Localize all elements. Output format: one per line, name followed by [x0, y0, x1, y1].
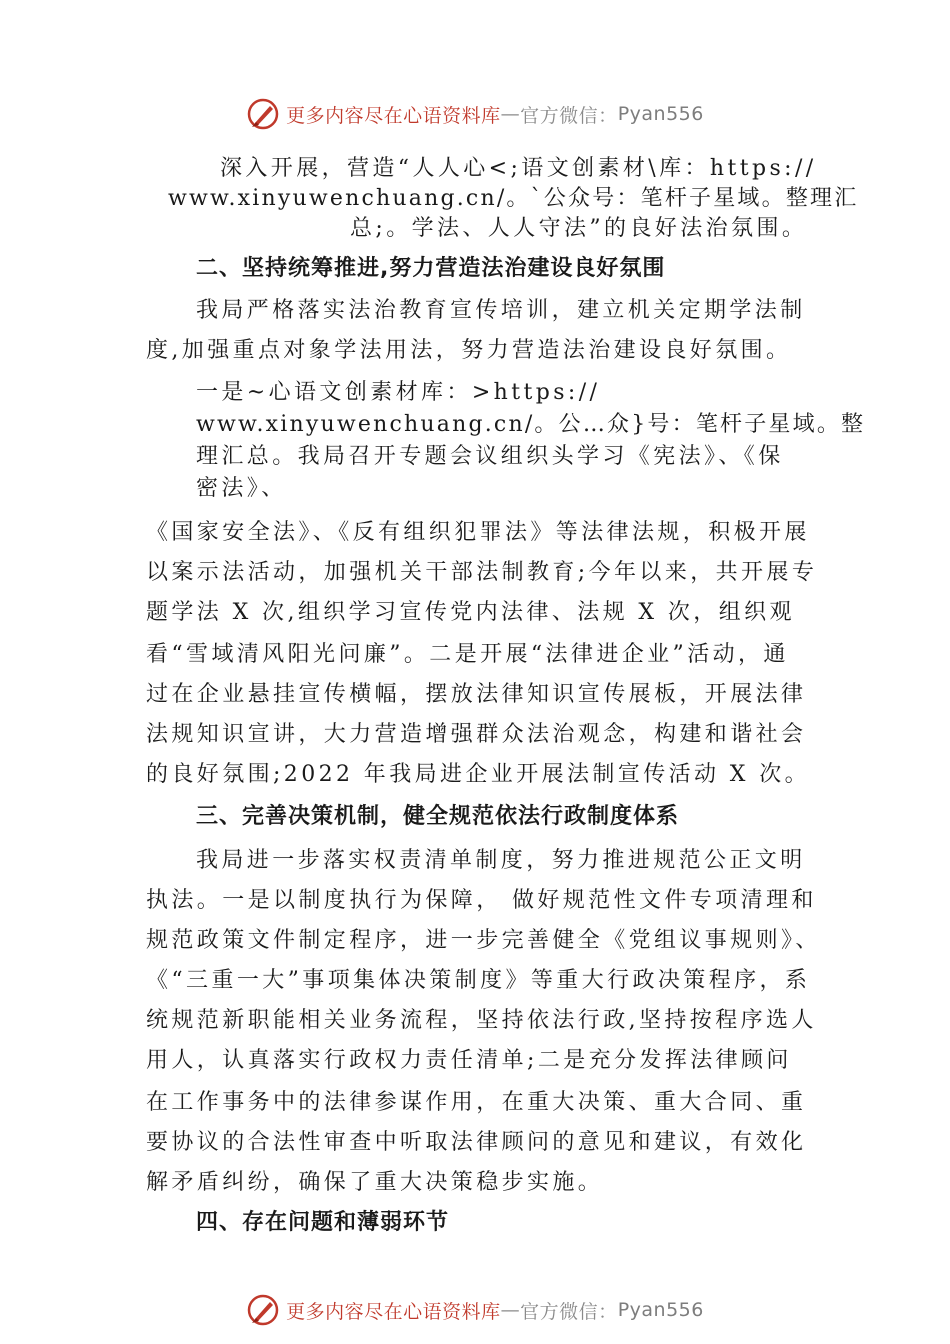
- paragraph-line: 度,加强重点对象学法用法，努力营造法治建设良好氛围。: [146, 338, 792, 363]
- section-heading: 二、坚持统筹推进,努力营造法治建设良好氛围: [196, 256, 666, 281]
- paragraph-line: 理汇总。我局召开专题会议组织头学习《宪法》、《保: [196, 444, 784, 469]
- paragraph-line: 以案示法活动，加强机关干部法制教育;今年以来，共开展专: [146, 560, 818, 585]
- paragraph-line: www.xinyuwenchuang.cn/。公…众}号：笔杆子星域。整: [196, 412, 866, 437]
- paragraph-line: 在工作事务中的法律参谋作用，在重大决策、重大合同、重: [146, 1090, 807, 1115]
- header-banner: [0, 94, 950, 134]
- paragraph-line: 《国家安全法》、《反有组织犯罪法》等法律法规，积极开展: [146, 520, 810, 545]
- paragraph-line: 解矛盾纠纷，确保了重大决策稳步实施。: [146, 1170, 604, 1195]
- paragraph-line: 一是~心语文创素材库：>https://: [196, 380, 601, 405]
- banner-library-text: 更多内容尽在心语资料库: [286, 104, 501, 127]
- paragraph-line: www.xinyuwenchuang.cn/。`公众号：笔杆子星域。整理汇: [168, 186, 859, 211]
- paragraph-line: 深入开展，营造“人人心<;语文创素材\库：https://: [220, 156, 817, 181]
- banner-library-text: 更多内容尽在心语资料库: [286, 1300, 501, 1323]
- paragraph-line: 密法》、: [196, 476, 287, 501]
- paragraph-line: 的良好氛围;2022 年我局进企业开展法制宣传活动 X 次。: [146, 762, 811, 787]
- banner-dash: —: [500, 103, 521, 125]
- banner-wechat-id: Pyan556: [617, 103, 704, 125]
- pen-logo-icon: [246, 1293, 280, 1327]
- paragraph-line: 我局严格落实法治教育宣传培训，建立机关定期学法制: [196, 298, 806, 323]
- pen-logo-icon: [246, 97, 280, 131]
- paragraph-line: 题学法 X 次,组织学习宣传党内法律、法规 X 次，组织观: [146, 600, 795, 625]
- paragraph-line: 看“雪域清风阳光问廉”。二是开展“法律进企业”活动，通: [146, 642, 789, 667]
- section-heading: 四、存在问题和薄弱环节: [196, 1210, 450, 1235]
- banner-wechat-label: 官方微信：: [520, 1300, 618, 1323]
- banner-wechat-label: 官方微信：: [520, 104, 618, 127]
- section-heading: 三、完善决策机制，健全规范依法行政制度体系: [196, 804, 680, 829]
- paragraph-line: 我局进一步落实权责清单制度，努力推进规范公正文明: [196, 848, 806, 873]
- paragraph-line: 要协议的合法性审查中听取法律顾问的意见和建议，有效化: [146, 1130, 807, 1155]
- paragraph-line: 《“三重一大”事项集体决策制度》等重大行政决策程序，系: [146, 968, 811, 993]
- paragraph-line: 用人，认真落实行政权力责任清单;二是充分发挥法律顾问: [146, 1048, 792, 1073]
- paragraph-line: 过在企业悬挂宣传横幅，摆放法律知识宣传展板，开展法律: [146, 682, 807, 707]
- paragraph-line: 统规范新职能相关业务流程，坚持依法行政,坚持按程序选人: [146, 1008, 817, 1033]
- banner-dash: —: [500, 1299, 521, 1321]
- paragraph-line: 执法。一是以制度执行为保障， 做好规范性文件专项清理和: [146, 888, 817, 913]
- paragraph-line: 总;。学法、人人守法”的良好法治氛围。: [350, 216, 808, 241]
- banner-wechat-id: Pyan556: [617, 1299, 704, 1321]
- footer-banner: [0, 1290, 950, 1330]
- paragraph-line: 法规知识宣讲，大力营造增强群众法治观念，构建和谐社会: [146, 722, 807, 747]
- paragraph-line: 规范政策文件制定程序，进一步完善健全《党组议事规则》、: [146, 928, 821, 953]
